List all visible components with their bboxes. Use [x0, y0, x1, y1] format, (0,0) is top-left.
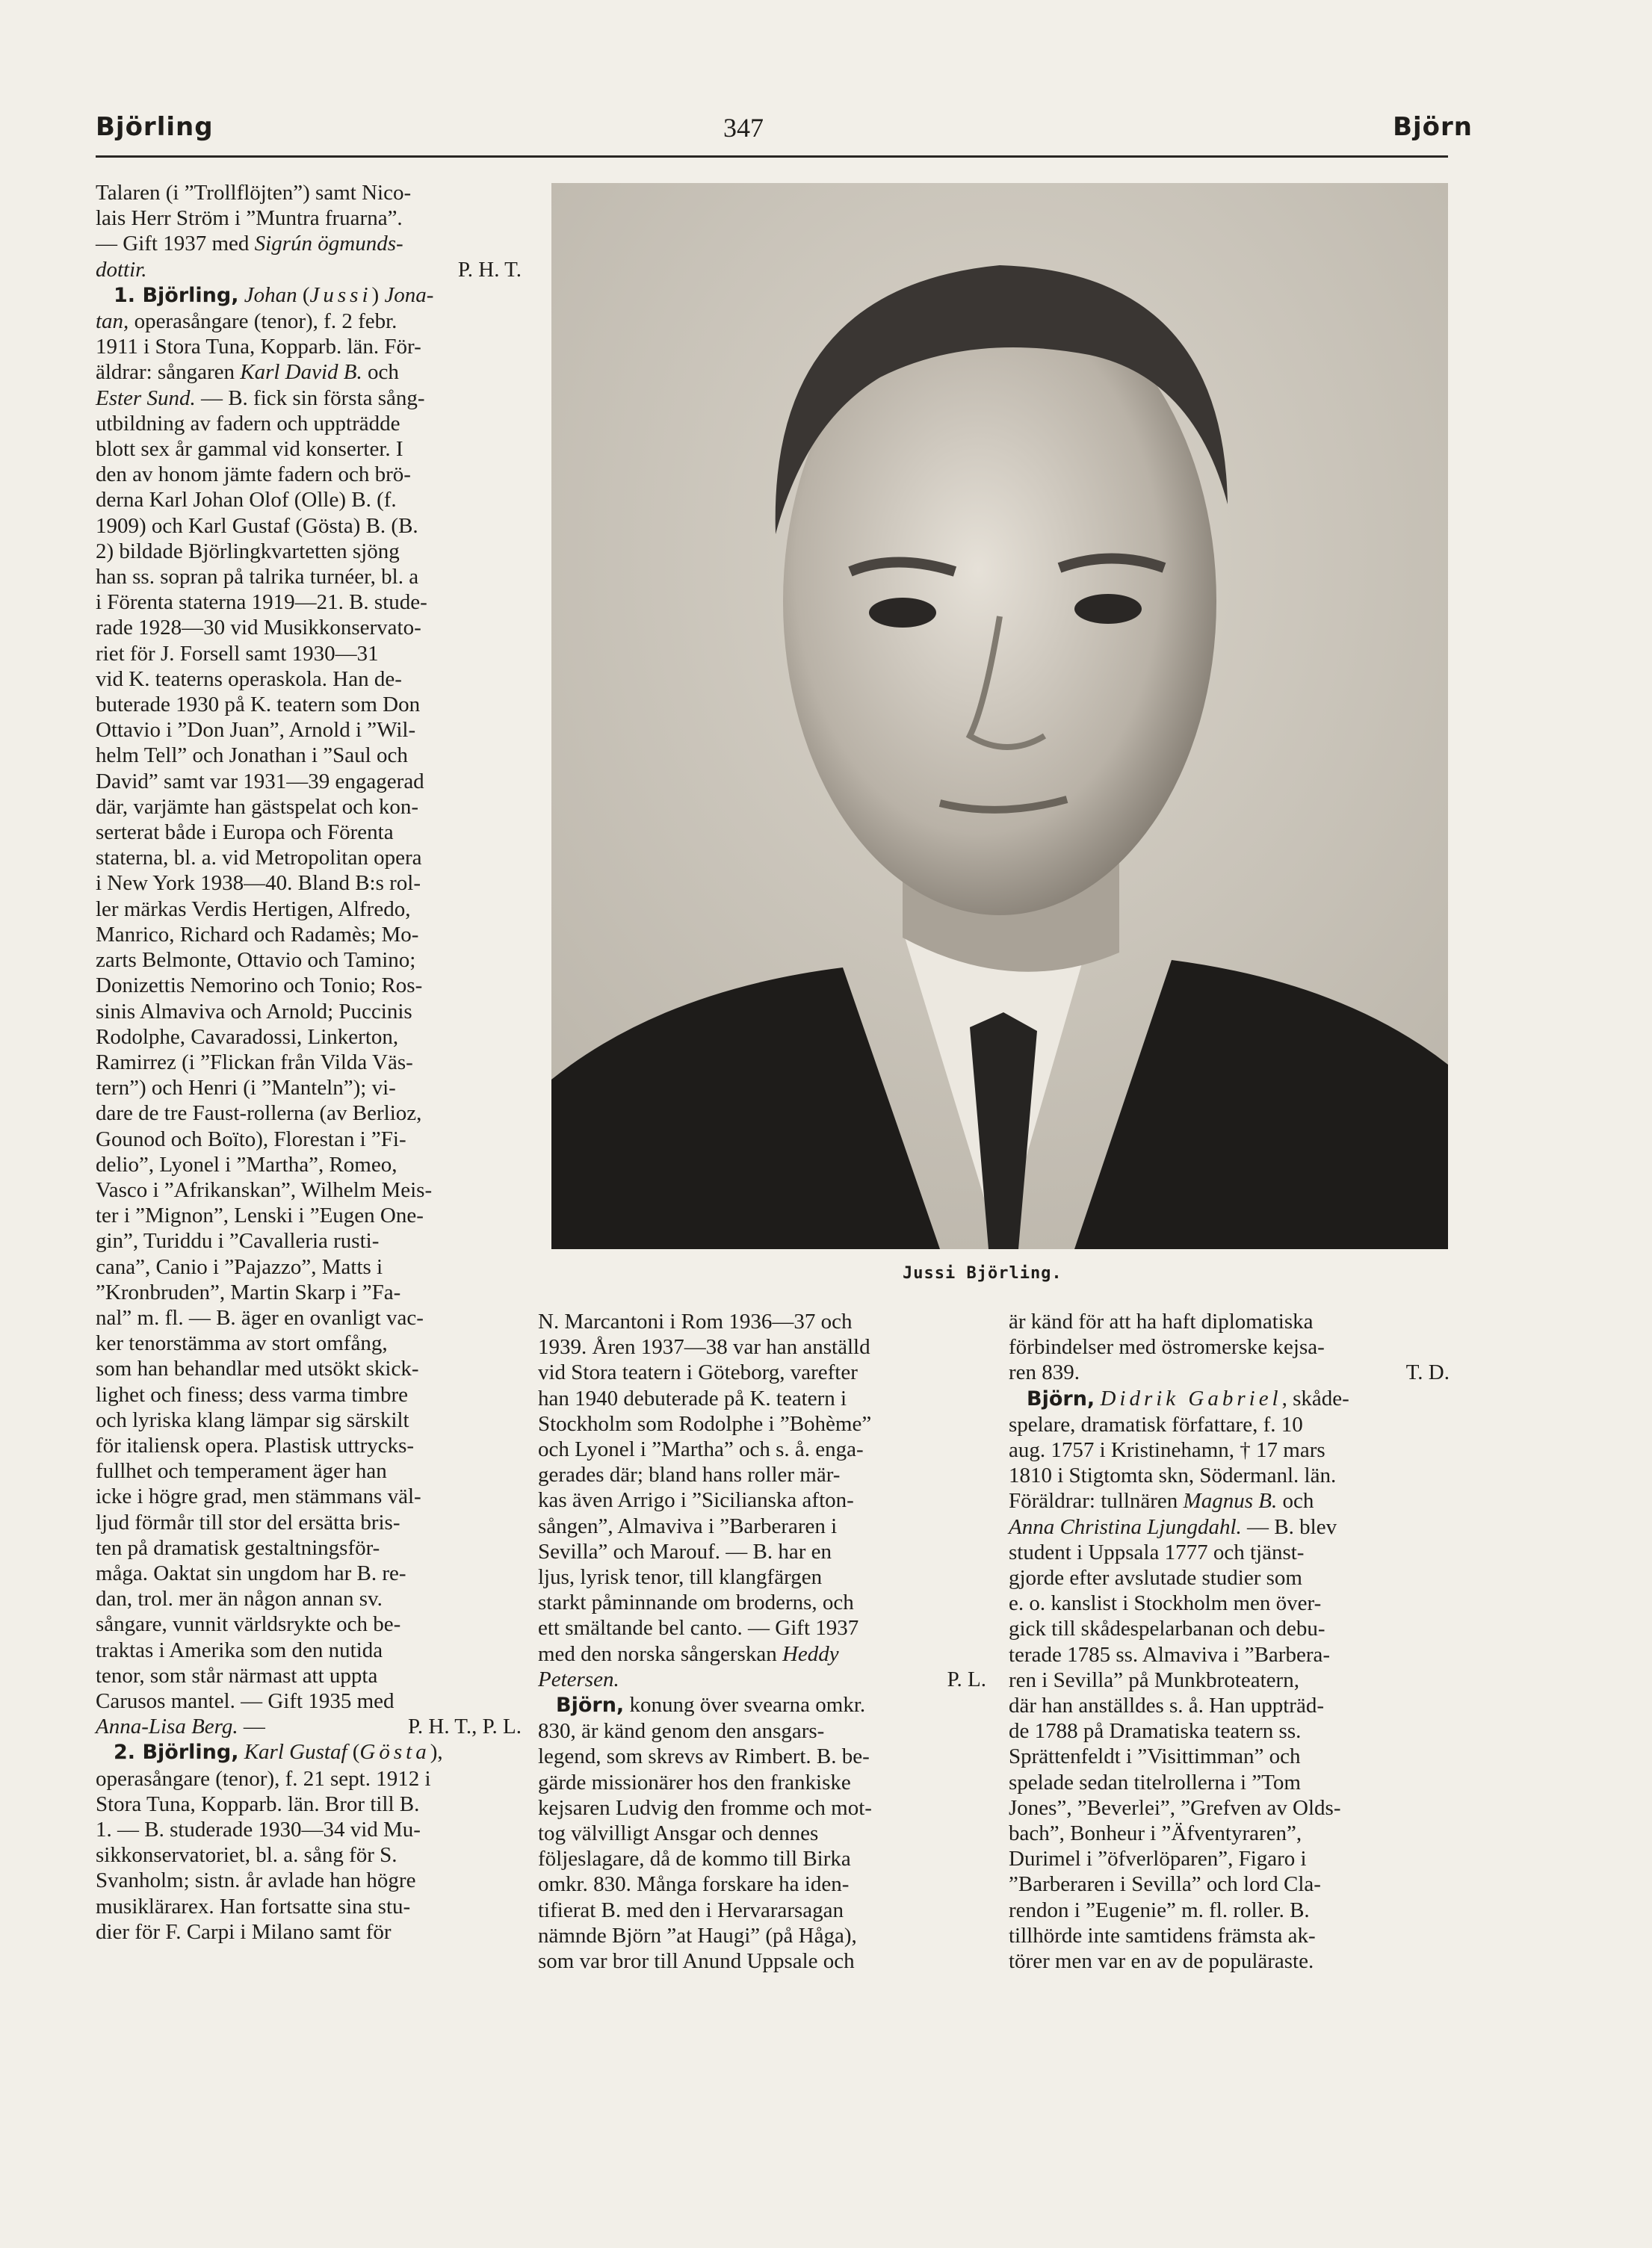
text-line: zarts Belmonte, Ottavio och Tamino;	[96, 948, 416, 973]
text-line: nämnde Björn ”at Haugi” (på Håga),	[538, 1923, 857, 1948]
text-line: 1939. Åren 1937—38 var han anställd	[538, 1335, 870, 1360]
text-line: och lyriska klang lämpar sig särskilt	[96, 1408, 409, 1432]
text-line: spelade sedan titelrollerna i ”Tom	[1009, 1770, 1301, 1795]
text-line: gerades där; bland hans roller mär-	[538, 1463, 841, 1487]
text-line: 2) bildade Björlingkvartetten sjöng	[96, 539, 400, 563]
text-line: ker tenorstämma av stort omfång,	[96, 1331, 388, 1356]
text-line: den av honom jämte fadern och brö-	[96, 462, 411, 487]
column-left	[96, 180, 522, 1945]
text-line: dier för F. Carpi i Milano samt för	[96, 1919, 392, 1944]
text-line: Ottavio i ”Don Juan”, Arnold i ”Wil-	[96, 718, 416, 743]
entry-continuation: N. Marcantoni i Rom 1936—37 och 1939. Åren 1937—38 var han anställd vid Stora teatern i Göteborg, varefter han 1940 debuterade på K. teatern i Stockholm som Rodolphe i ”Bohème” och Lyonel i ”Martha” och s. å. enga- gerades där; bland hans roller mär- kas även Arrigo i ”Sicilianska afton- sången”, Almaviva i ”Barberaren i Sevilla” och Marouf. — B. har en ljus, lyrisk tenor, till klangfärgen starkt påminnande om broderns, och ett smältande bel canto. — Gift 1937 med den norska sångerskan Heddy Petersen. P. L.	[538, 1310, 986, 1691]
text-line: måga. Oaktat sin ungdom har B. re-	[96, 1561, 406, 1585]
text-line: för italiensk opera. Plastisk uttrycks-	[96, 1433, 415, 1458]
entry-body-lines	[538, 1719, 872, 1973]
text-line: Carusos mantel. — Gift 1935 med	[96, 1688, 395, 1713]
header-rule	[96, 155, 1448, 158]
text-line: Föräldrar: tullnären	[1009, 1489, 1184, 1514]
text-line: gjorde efter avslutade studier som	[1009, 1566, 1302, 1591]
text-line: vid K. teaterns operaskola. Han de-	[96, 666, 402, 691]
text-line: derna Karl Johan Olof (Olle) B. (f.	[96, 488, 397, 513]
text-line: Svanholm; sistn. år avlade han högre	[96, 1868, 416, 1893]
author-signature: P. H. T., P. L.	[407, 1715, 522, 1739]
text-line: fullhet och temperament äger han	[96, 1459, 387, 1484]
entry-bjorn-king: Björn, konung över svearna omkr. 830, är känd genom den ansgars- legend, som skrevs av Rimbert. B. be- gärde missionärer hos den frankiske kejsaren Ludvig den fromme och mot- tog välvilligt Ansgar och dennes följeslagare, då de kommo till Birka omkr. 830. Många forskare ha iden- tifierat B. med den i Hervararsagan nämnde Björn ”at Haugi” (på Håga), som var bror till Anund Uppsale och	[538, 1693, 872, 1974]
entry-headword: Björn,	[1027, 1387, 1095, 1411]
text-line: gärde missionärer hos den frankiske	[538, 1770, 851, 1795]
text-line: omkr. 830. Många forskare ha iden-	[538, 1872, 850, 1897]
text-line: staterna, bl. a. vid Metropolitan opera	[96, 846, 422, 870]
text-line: ”Kronbruden”, Martin Skarp i ”Fa-	[96, 1280, 401, 1304]
text-line: traktas i Amerika som den nutida	[96, 1638, 383, 1662]
entry-body-lines	[96, 1767, 431, 1944]
text-line: ler märkas Verdis Hertigen, Alfredo,	[96, 897, 411, 921]
text-line: Rodolphe, Cavaradossi, Linkerton,	[96, 1024, 399, 1049]
entry-body-lines	[538, 1310, 871, 1666]
text-line: helm Tell” och Jonathan i ”Saul och	[96, 743, 408, 768]
entry-headword: 2. Björling,	[114, 1741, 239, 1765]
text-line: han 1940 debuterade på K. teatern i	[538, 1386, 847, 1411]
text-line: e. o. kanslist i Stockholm men över-	[1009, 1591, 1322, 1616]
text-line: Sevilla” och Marouf. — B. har en	[538, 1539, 832, 1564]
text-line: Donizettis Nemorino och Tonio; Ros-	[96, 973, 423, 998]
text-line: terade 1785 ss. Almaviva i ”Barbera-	[1009, 1642, 1331, 1667]
text-line: är känd för att ha haft diplomatiska	[1009, 1310, 1314, 1334]
text-line: kejsaren Ludvig den fromme och mot-	[538, 1795, 872, 1820]
text-line: rendon i ”Eugenie” m. fl. roller. B.	[1009, 1898, 1310, 1922]
entry-body-lines	[1009, 1310, 1325, 1359]
text-line: tillhörde inte samtidens främsta ak-	[1009, 1923, 1316, 1948]
text-line: nal” m. fl. — B. äger en ovanligt vac-	[96, 1305, 424, 1330]
text-line: Sprättenfeldt i ”Visittimman” och	[1009, 1744, 1301, 1769]
text-line: Vasco i ”Afrikanskan”, Wilhelm Meis-	[96, 1177, 433, 1202]
text-line: Ramirrez (i ”Flickan från Vilda Väs-	[96, 1050, 413, 1074]
text-line: operasångare (tenor), f. 21 sept. 1912 i	[96, 1766, 431, 1791]
text-line: 830, är känd genom den ansgars-	[538, 1719, 825, 1744]
text-line: i Förenta staterna 1919—21. B. stude-	[96, 590, 427, 615]
text-line: tenor, som står närmast att uppta	[96, 1663, 378, 1688]
text-line: och Lyonel i ”Martha” och s. å. enga-	[538, 1437, 864, 1462]
text-line: Gounod och Boïto), Florestan i ”Fi-	[96, 1127, 406, 1151]
text-line: Durimel i ”öfverlöparen”, Figaro i	[1009, 1847, 1307, 1871]
text-line: Stora Tuna, Kopparb. län. Bror till B.	[96, 1792, 420, 1816]
text-line: sången”, Almaviva i ”Barberaren i	[538, 1514, 838, 1538]
text-line: de 1788 på Dramatiska teatern ss.	[1009, 1719, 1302, 1744]
text-line: dan, trol. mer än någon annan sv.	[96, 1587, 383, 1611]
entry-continuation: Talaren (i ”Trollflöjten”) samt Nico- lais Herr Ström i ”Muntra fruarna”. — Gift 1937 med Sigrún ögmunds- dottir. P. H. T.	[96, 181, 522, 282]
text-line: han ss. sopran på talrika turnéer, bl. a	[96, 565, 419, 589]
column-right	[1009, 1309, 1450, 1974]
text-line: utbildning av fadern och uppträdde	[96, 411, 400, 436]
entry-bjorling-gosta: 2. Björling, Karl Gustaf (Gösta), operasångare (tenor), f. 21 sept. 1912 i Stora Tuna, Kopparb. län. Bror till B. 1. — B. studerade 1930—34 vid Mu- sikkonservatoriet, bl. a. sång för S. Svanholm; sistn. år avlade han högre musiklärarex. Han fortsatte sina stu- dier för F. Carpi i Milano samt för	[96, 1740, 443, 1944]
text-line: Manrico, Richard och Radamès; Mo-	[96, 922, 419, 947]
text-line: musiklärarex. Han fortsatte sina stu-	[96, 1894, 411, 1919]
text-line: ten på dramatisk gestaltningsför-	[96, 1535, 380, 1560]
text-line: gick till skådespelarbanan och debu-	[1009, 1617, 1325, 1641]
text-line: kas även Arrigo i ”Sicilianska afton-	[538, 1488, 854, 1513]
column-middle	[538, 1309, 986, 1974]
text-line: ”Barberaren i Sevilla” och lord Cla-	[1009, 1872, 1321, 1897]
text-line: dare de tre Faust-rollerna (av Berlioz,	[96, 1101, 422, 1126]
text-line: rade 1928—30 vid Musikkonservato-	[96, 616, 421, 640]
text-line: där, varjämte han gästspelat och kon-	[96, 794, 419, 819]
text-line: N. Marcantoni i Rom 1936—37 och	[538, 1310, 853, 1334]
entry-bjorn-didrik: Björn, Didrik Gabriel, skåde- spelare, dramatisk författare, f. 10 aug. 1757 i Kristinehamn, † 17 mars 1810 i Stigtomta skn, Södermanl. län. Föräldrar: tullnären Magnus B. och Anna Christina Ljungdahl. — B. blev student i Uppsala 1777 och tjänst- gjorde efter avslutade studier som e. o. kanslist i Stockholm men över- gick till skådespelarbanan och debu- terade 1785 ss. Almaviva i ”Barbera- ren i Sevilla” på Munkbroteatern, där han anställdes s. å. Han uppträd- de 1788 på Dramatiska teatern ss. Sprättenfeldt i ”Visittimman” och spelade sedan titelrollerna i ”Tom Jones”, ”Beverlei”, ”Grefven av Olds- bach”, Bonheur i ”Äfventyraren”, Durimel i ”öfverlöparen”, Figaro i ”Barberaren i Sevilla” och lord Cla- rendon i ”Eugenie” m. fl. roller. B. tillhörde inte samtidens främsta ak- törer men var en av de populäraste.	[1009, 1386, 1349, 1974]
text-line: cana”, Canio i ”Pajazzo”, Matts i	[96, 1254, 383, 1279]
text-line: ter i ”Mignon”, Lenski i ”Eugen One-	[96, 1204, 424, 1228]
entry-body-lines	[96, 412, 432, 1713]
text-line: där han anställdes s. å. Han uppträd-	[1009, 1694, 1324, 1718]
text-line: David” samt var 1931—39 engagerad	[96, 769, 424, 793]
text-line: som var bror till Anund Uppsale och	[538, 1949, 855, 1974]
text-line: delio”, Lyonel i ”Martha”, Romeo,	[96, 1152, 397, 1177]
text-line: gin”, Turiddu i ”Cavalleria rusti-	[96, 1229, 380, 1254]
text-line: vid Stora teatern i Göteborg, varefter	[538, 1360, 858, 1385]
text-line: förbindelser med östromerske kejsa-	[1009, 1335, 1325, 1360]
text-line: buterade 1930 på K. teatern som Don	[96, 693, 421, 717]
text-line: sinis Almaviva och Arnold; Puccinis	[96, 999, 412, 1024]
entry-body-lines	[1009, 1541, 1340, 1973]
text-line: bach”, Bonheur i ”Äfventyraren”,	[1009, 1821, 1302, 1846]
author-signature: P. H. T.	[457, 257, 522, 282]
text-line: ljud förmår till stor del ersätta bris-	[96, 1510, 400, 1535]
entry-headword: 1. Björling,	[114, 283, 239, 307]
text-line: törer men var en av de populäraste.	[1009, 1949, 1314, 1974]
text-line: tog välvilligt Ansgar och dennes	[538, 1821, 819, 1846]
author-signature: T. D.	[1405, 1360, 1450, 1385]
text-line: legend, som skrevs av Rimbert. B. be-	[538, 1744, 870, 1769]
text-line: icke i högre grad, men stämmans väl-	[96, 1484, 421, 1509]
entry-bjorling-jussi: 1. Björling, Johan (Jussi) Jona- tan, operasångare (tenor), f. 2 febr. 1911 i Stora Tuna, Kopparb. län. För- äldrar: sångaren Karl David B. och Ester Sund. — B. fick sin första sång- utbildning av fadern och uppträdde blott sex år gammal vid konserter. I den av honom jämte fadern och brö- derna Karl Johan Olof (Olle) B. (f. 1909) och Karl Gustaf (Gösta) B. (B. 2) bildade Björlingkvartetten sjöng han ss. sopran på talrika turnéer, bl. a i Förenta staterna 1919—21. B. stude- rade 1928—30 vid Musikkonservato- riet för J. Forsell samt 1930—31 vid K. teaterns operaskola. Han de- buterade 1930 på K. teatern som Don Ottavio i ”Don Juan”, Arnold i ”Wil- helm Tell” och Jonathan i ”Saul och David” samt var 1931—39 engagerad där, varjämte han gästspelat och kon- serterat både i Europa och Förenta staterna, bl. a. vid Metropolitan opera i New York 1938—40. Bland B:s rol- ler märkas Verdis Hertigen, Alfredo, Manrico, Richard och Radamès; Mo- zarts Belmonte, Ottavio och Tamino; Donizettis Nemorino och Tonio; Ros- sinis Almaviva och Arnold; Puccinis Rodolphe, Cavaradossi, Linkerton, Ramirrez (i ”Flickan från Vilda Väs- tern”) och Henri (i ”Manteln”); vi- dare de tre Faust-rollerna (av Berlioz, Gounod och Boïto), Florestan i ”Fi- delio”, Lyonel i ”Martha”, Romeo, Vasco i ”Afrikanskan”, Wilhelm Meis- ter i ”Mignon”, Lenski i ”Eugen One- gin”, Turiddu i ”Cavalleria rusti- cana”, Canio i ”Pajazzo”, Matts i ”Kronbruden”, Martin Skarp i ”Fa- nal” m. fl. — B. äger en ovanligt vac- ker tenorstämma av stort omfång, som han behandlar med utsökt skick- lighet och finess; dess varma timbre och lyriska klang lämpar sig särskilt för italiensk opera. Plastisk uttrycks- fullhet och temperament äger han icke i högre grad, men stämmans väl- ljud förmår till stor del ersätta bris- ten på dramatisk gestaltningsför- måga. Oaktat sin ungdom har B. re- dan, trol. mer än någon annan sv. sångare, vunnit världsrykte och be- traktas i Amerika som den nutida tenor, som står närmast att uppta Carusos mantel. — Gift 1935 med Anna-Lisa Berg. — P. H. T., P. L.	[96, 282, 522, 1739]
text-line: student i Uppsala 1777 och tjänst-	[1009, 1540, 1305, 1564]
running-head-left: Björling	[96, 112, 214, 142]
text-line: tifierat B. med den i Hervararsagan	[538, 1898, 844, 1922]
running-head-right: Björn	[1393, 112, 1473, 142]
text-line: tern”) och Henri (i ”Manteln”); vi-	[96, 1076, 396, 1100]
text-line: med den norska sångerskan	[538, 1641, 782, 1666]
text-line: serterat både i Europa och Förenta	[96, 820, 394, 845]
text-line: följeslagare, då de kommo till Birka	[538, 1847, 851, 1871]
portrait-photo	[551, 183, 1448, 1249]
text-line: sikkonservatoriet, bl. a. sång för S.	[96, 1843, 397, 1868]
entry-continuation: är känd för att ha haft diplomatiska förbindelser med östromerske kejsa- ren 839. T. D.	[1009, 1310, 1450, 1385]
text-line: spelare, dramatisk författare, f. 10	[1009, 1412, 1303, 1437]
text-line: riet för J. Forsell samt 1930—31	[96, 641, 379, 666]
text-line: sångare, vunnit världsrykte och be-	[96, 1612, 401, 1637]
text-line: i New York 1938—40. Bland B:s rol-	[96, 871, 421, 896]
page-number: 347	[723, 113, 764, 143]
entry-headword: Björn,	[556, 1694, 625, 1718]
text-line: ljus, lyrisk tenor, till klangfärgen	[538, 1565, 823, 1590]
photo-caption: Jussi Björling.	[903, 1264, 1062, 1283]
text-line: aug. 1757 i Kristinehamn, † 17 mars	[1009, 1438, 1325, 1463]
text-line: 1909) och Karl Gustaf (Gösta) B. (B.	[96, 513, 418, 538]
text-line: ren i Sevilla” på Munkbroteatern,	[1009, 1668, 1299, 1692]
text-line: lighet och finess; dess varma timbre	[96, 1382, 408, 1407]
text-line: blott sex år gammal vid konserter. I	[96, 437, 403, 462]
text-line: 1. — B. studerade 1930—34 vid Mu-	[96, 1818, 421, 1842]
text-line: som han behandlar med utsökt skick-	[96, 1357, 419, 1381]
author-signature: P. L.	[947, 1667, 986, 1691]
text-line: 1810 i Stigtomta skn, Södermanl. län.	[1009, 1464, 1337, 1488]
text-line: ett smältande bel canto. — Gift 1937	[538, 1616, 859, 1641]
text-line: starkt påminnande om broderns, och	[538, 1591, 854, 1615]
text-line: Jones”, ”Beverlei”, ”Grefven av Olds-	[1009, 1795, 1341, 1820]
text-line: Stockholm som Rodolphe i ”Bohème”	[538, 1411, 872, 1436]
